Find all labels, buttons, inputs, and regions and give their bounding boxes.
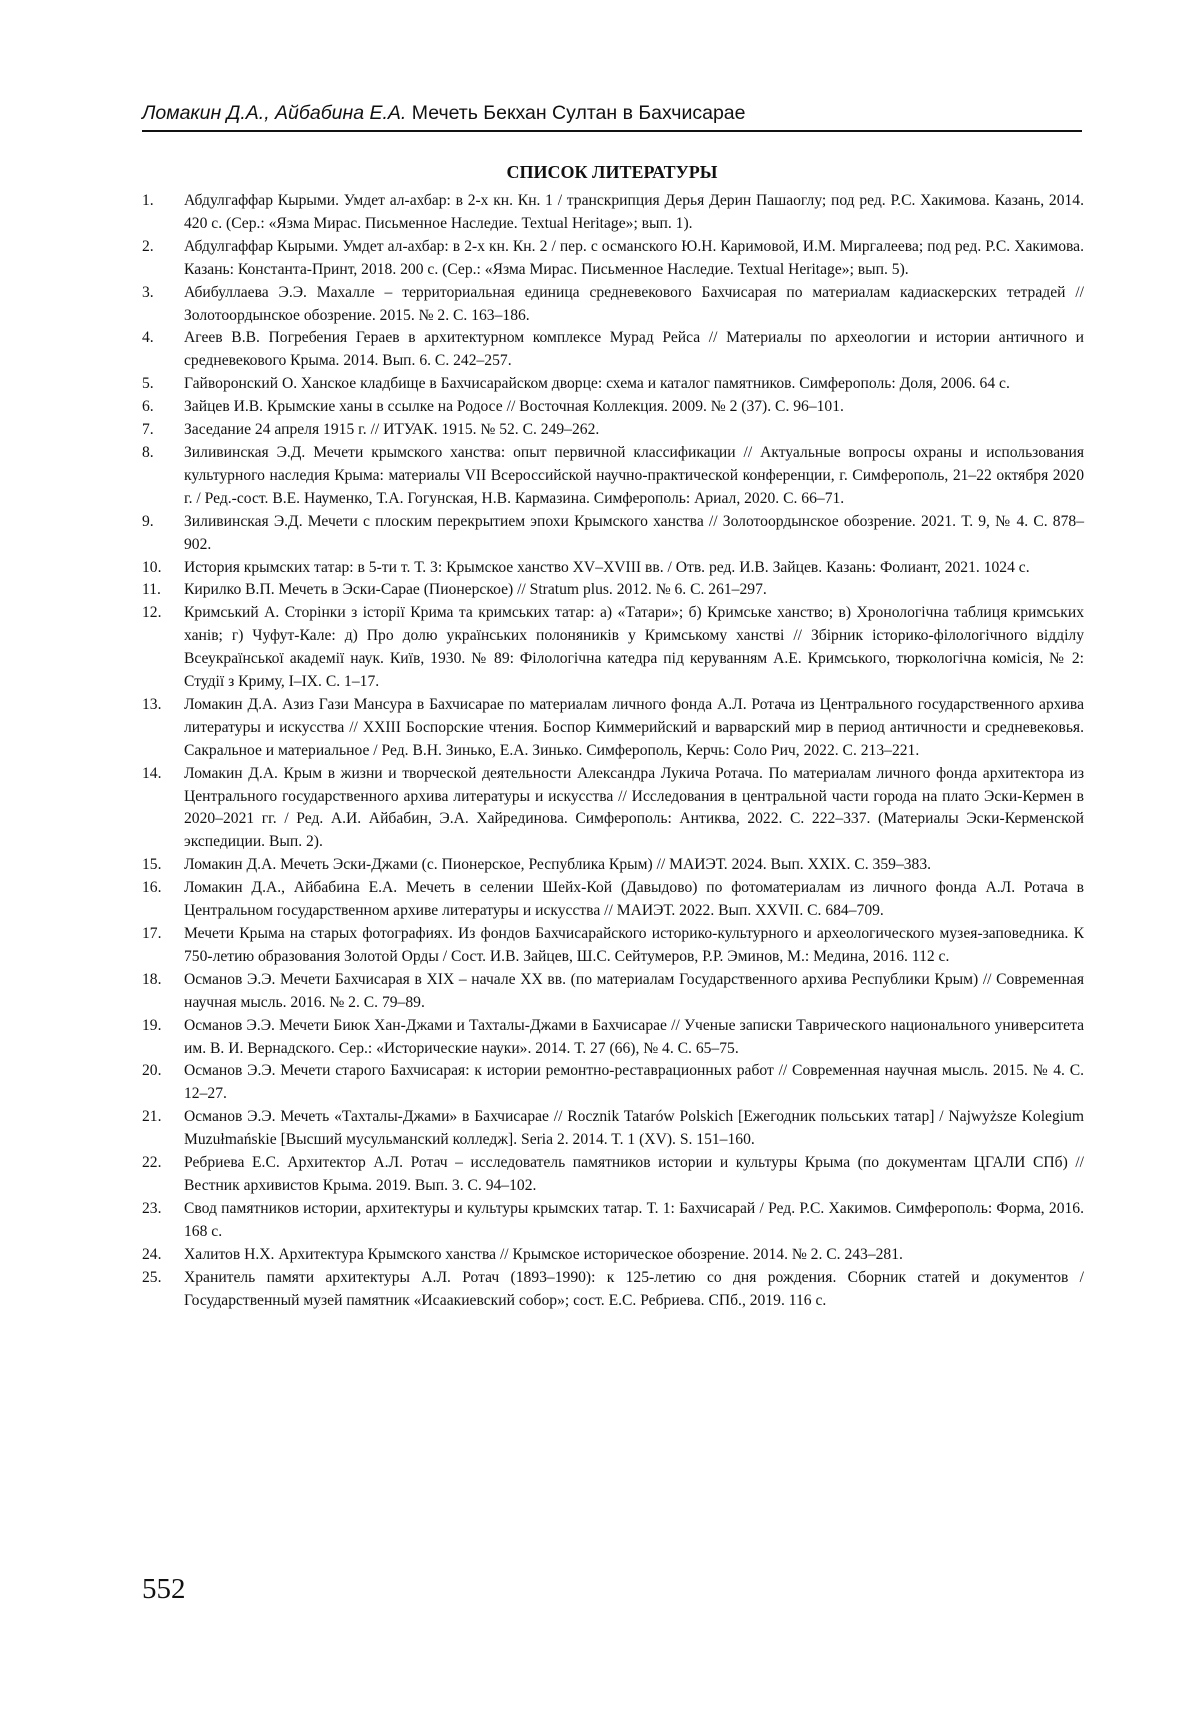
reference-number: 11. bbox=[142, 581, 161, 599]
reference-text: Ломакин Д.А. Мечеть Эски-Джами (с. Пионерское, Республика Крым) // МАИЭТ. 2024. Вып. XXIX. С. 359–383. bbox=[184, 856, 932, 874]
reference-text: Абдулгаффар Кырыми. Умдет ал-ахбар: в 2-х кн. Кн. 2 / пер. с османского Ю.Н. Каримовой, И.М. Миргалеева; под ред. Р.С. Хакимова. Казань: Константа-Принт, 2018. 200 с. (Сер.: «Язма Мирас. Письменное Наследие. Textual Heritage»; вып. 5). bbox=[184, 237, 1084, 278]
running-head-title: Мечеть Бекхан Султан в Бахчисарае bbox=[411, 102, 746, 124]
reference-number: 15. bbox=[142, 856, 162, 874]
reference-text: Заседание 24 апреля 1915 г. // ИТУАК. 1915. № 52. С. 249–262. bbox=[184, 421, 600, 439]
reference-item bbox=[142, 1198, 1084, 1244]
reference-item bbox=[142, 1244, 1084, 1267]
reference-text: Агеев В.В. Погребения Гераев в архитектурном комплексе Мурад Рейса // Материалы по археологии и истории античного и средневекового Крыма. 2014. Вып. 6. С. 242–257. bbox=[184, 329, 1084, 370]
reference-number: 9. bbox=[142, 512, 154, 530]
reference-text: Ломакин Д.А. Крым в жизни и творческой деятельности Александра Лукича Ротача. По материалам личного фонда архитектора из Центрального государственного архива литературы и искусства // Исследования в центральной части города на плато Эски-Кермен в 2020–2021 гг. / Ред. А.И. Айбабин, Э.А. Хайрединова. Симферополь: Антиква, 2022. С. 222–337. (Материалы Эски-Керменской экспедиции. Вып. 2). bbox=[184, 764, 1084, 851]
reference-item bbox=[142, 1152, 1084, 1198]
reference-text: Османов Э.Э. Мечети Биюк Хан-Джами и Тахталы-Джами в Бахчисарае // Ученые записки Таврического национального университета им. В. И. Вернадского. Сер.: «Исторические науки». 2014. Т. 27 (66), № 4. С. 65–75. bbox=[184, 1016, 1084, 1057]
reference-number: 7. bbox=[142, 421, 154, 439]
reference-text: Ребриева Е.С. Архитектор А.Л. Ротач – исследователь памятников истории и культуры Крыма (по документам ЦГАЛИ СПб) // Вестник архивистов Крыма. 2019. Вып. 3. С. 94–102. bbox=[184, 1154, 1084, 1194]
reference-number: 14. bbox=[142, 764, 162, 782]
reference-number: 25. bbox=[142, 1268, 162, 1286]
reference-item bbox=[142, 236, 1084, 282]
reference-item bbox=[142, 327, 1084, 373]
reference-text: Ломакин Д.А., Айбабина Е.А. Мечеть в селении Шейх-Кой (Давыдово) по фотоматериалам из личного фонда А.Л. Ротача в Центральном государственном архиве литературы и искусства // МАИЭТ. 2022. Вып. XXVII. С. 684–709. bbox=[184, 879, 1084, 920]
reference-text: Османов Э.Э. Мечеть «Тахталы-Джами» в Бахчисарае // Rocznik Tatarów Polskich [Ежегодник польських татар] / Najwyższe Kolegium Muzułmańskie [Высший мусульманский колледж]. Seria 2. 2014. T. 1 (XV). S. 151–160. bbox=[184, 1108, 1084, 1149]
header-rule bbox=[142, 130, 1082, 132]
reference-text: Ломакин Д.А. Азиз Гази Мансура в Бахчисарае по материалам личного фонда А.Л. Ротача из Центрального государственного архива литературы и искусства // XXIII Боспорские чтения. Боспор Киммерийский и варварский мир в период античности и средневековья. Сакральное и материальное / Ред. В.Н. Зинько, Е.А. Зинько. Симферополь, Керчь: Соло Рич, 2022. С. 213–221. bbox=[184, 695, 1084, 759]
reference-text: Абдулгаффар Кырыми. Умдет ал-ахбар: в 2-х кн. Кн. 1 / транскрипция Дерья Дерин Пашаоглу; под ред. Р.С. Хакимова. Казань, 2014. 420 с. (Сер.: «Язма Мирас. Письменное Наследие. Textual Heritage»; вып. 1). bbox=[184, 192, 1084, 232]
reference-item bbox=[142, 579, 1084, 602]
reference-item bbox=[142, 1106, 1084, 1152]
reference-item bbox=[142, 396, 1084, 419]
reference-item bbox=[142, 511, 1084, 557]
reference-item bbox=[142, 694, 1084, 763]
reference-text: Зайцев И.В. Крымские ханы в ссылке на Родосе // Восточная Коллекция. 2009. № 2 (37). С. 96–101. bbox=[184, 398, 844, 416]
reference-text: Мечети Крыма на старых фотографиях. Из фондов Бахчисарайского историко-культурного и археологического музея-заповедника. К 750-летию образования Золотой Орды / Сост. И.В. Зайцев, Ш.С. Сейтумеров, Р.Р. Эминов, М.: Медина, 2016. 112 с. bbox=[184, 925, 1084, 965]
running-head-authors: Ломакин Д.А., Айбабина Е.А. bbox=[142, 102, 407, 124]
reference-number: 10. bbox=[142, 558, 162, 576]
reference-number: 5. bbox=[142, 375, 154, 393]
reference-item bbox=[142, 602, 1084, 694]
reference-number: 8. bbox=[142, 443, 154, 461]
reference-item bbox=[142, 442, 1084, 511]
page-number: 552 bbox=[142, 1573, 186, 1605]
reference-number: 4. bbox=[142, 329, 154, 347]
reference-item bbox=[142, 1267, 1084, 1313]
reference-item bbox=[142, 373, 1084, 396]
reference-item bbox=[142, 763, 1084, 855]
reference-item bbox=[142, 1060, 1084, 1106]
reference-text: Гайворонский О. Ханское кладбище в Бахчисарайском дворце: схема и каталог памятников. Симферополь: Доля, 2006. 64 с. bbox=[184, 375, 1010, 393]
reference-text: Зиливинская Э.Д. Мечети с плоским перекрытием эпохи Крымского ханства // Золотоордынское обозрение. 2021. Т. 9, № 4. С. 878–902. bbox=[184, 512, 1084, 553]
reference-text: Свод памятников истории, архитектуры и культуры крымских татар. Т. 1: Бахчисарай / Ред. Р.С. Хакимов. Симферополь: Форма, 2016. 168 с. bbox=[184, 1199, 1084, 1240]
reference-item bbox=[142, 419, 1084, 442]
reference-number: 2. bbox=[142, 237, 154, 255]
reference-item bbox=[142, 854, 1084, 877]
reference-text: Кирилко В.П. Мечеть в Эски-Сарае (Пионерское) // Stratum plus. 2012. № 6. С. 261–297. bbox=[184, 581, 767, 599]
reference-item bbox=[142, 877, 1084, 923]
reference-text: Хранитель памяти архитектуры А.Л. Ротач (1893–1990): к 125-летию со дня рождения. Сборник статей и документов / Государственный музей памятник «Исаакиевский собор»; сост. Е.С. Ребриева. СПб., 2019. 116 с. bbox=[184, 1268, 1084, 1309]
section-title: СПИСОК ЛИТЕРАТУРЫ bbox=[506, 162, 718, 182]
reference-number: 18. bbox=[142, 970, 162, 988]
reference-item bbox=[142, 557, 1084, 580]
reference-number: 19. bbox=[142, 1016, 162, 1034]
reference-number: 6. bbox=[142, 398, 154, 416]
reference-text: Халитов Н.Х. Архитектура Крымского ханства // Крымское историческое обозрение. 2014. № 2. С. 243–281. bbox=[184, 1245, 903, 1263]
reference-list bbox=[142, 190, 1084, 1312]
reference-item bbox=[142, 923, 1084, 969]
reference-number: 1. bbox=[142, 192, 154, 209]
reference-item bbox=[142, 1015, 1084, 1061]
reference-number: 16. bbox=[142, 879, 162, 897]
reference-number: 24. bbox=[142, 1245, 162, 1263]
reference-item bbox=[142, 969, 1084, 1015]
reference-number: 3. bbox=[142, 283, 154, 301]
reference-item bbox=[142, 190, 1084, 236]
reference-text: Кримський А. Сторінки з історії Крима та кримських татар: а) «Татари»; б) Кримське ханство; в) Хронологічна таблиця кримських ханів; г) Чуфут-Кале: д) Про долю українських полоняників у Кримському ханстві // Збірник історико-філологічного відділу Всеукраїнської академії наук. Київ, 1930. № 89: Філологічна катедра під керуванням А.Е. Кримського, тюркологічна комісія, № 2: Студії з Криму, I–IX. С. 1–17. bbox=[184, 604, 1084, 691]
reference-text: Османов Э.Э. Мечети старого Бахчисарая: к истории ремонтно-реставрационных работ // Современная научная мысль. 2015. № 4. С. 12–27. bbox=[184, 1062, 1084, 1103]
reference-number: 13. bbox=[142, 695, 162, 713]
reference-item bbox=[142, 282, 1084, 328]
reference-number: 20. bbox=[142, 1062, 162, 1080]
reference-number: 12. bbox=[142, 604, 162, 622]
reference-text: Османов Э.Э. Мечети Бахчисарая в XIX – начале XX вв. (по материалам Государственного архива Республики Крым) // Современная научная мысль. 2016. № 2. С. 79–89. bbox=[184, 970, 1084, 1011]
reference-number: 21. bbox=[142, 1108, 162, 1126]
reference-number: 23. bbox=[142, 1199, 162, 1217]
reference-text: Зиливинская Э.Д. Мечети крымского ханства: опыт первичной классификации // Актуальные вопросы охраны и использования культурного наследия Крыма: материалы VII Всероссийской научно-практической конференции, г. Симферополь, 21–22 октября 2020 г. / Ред.-сост. В.Е. Науменко, Т.А. Гогунская, Н.В. Кармазина. Симферополь: Ариал, 2020. С. 66–71. bbox=[184, 443, 1084, 507]
running-head bbox=[142, 100, 1082, 126]
reference-number: 22. bbox=[142, 1154, 162, 1172]
reference-text: Абибуллаева Э.Э. Махалле – территориальная единица средневекового Бахчисарая по материалам кадиаскерских тетрадей // Золотоордынское обозрение. 2015. № 2. С. 163–186. bbox=[184, 283, 1084, 324]
reference-number: 17. bbox=[142, 925, 162, 942]
reference-text: История крымских татар: в 5-ти т. Т. 3: Крымское ханство XV–XVIII вв. / Отв. ред. И.В. Зайцев. Казань: Фолиант, 2021. 1024 с. bbox=[184, 558, 1030, 576]
